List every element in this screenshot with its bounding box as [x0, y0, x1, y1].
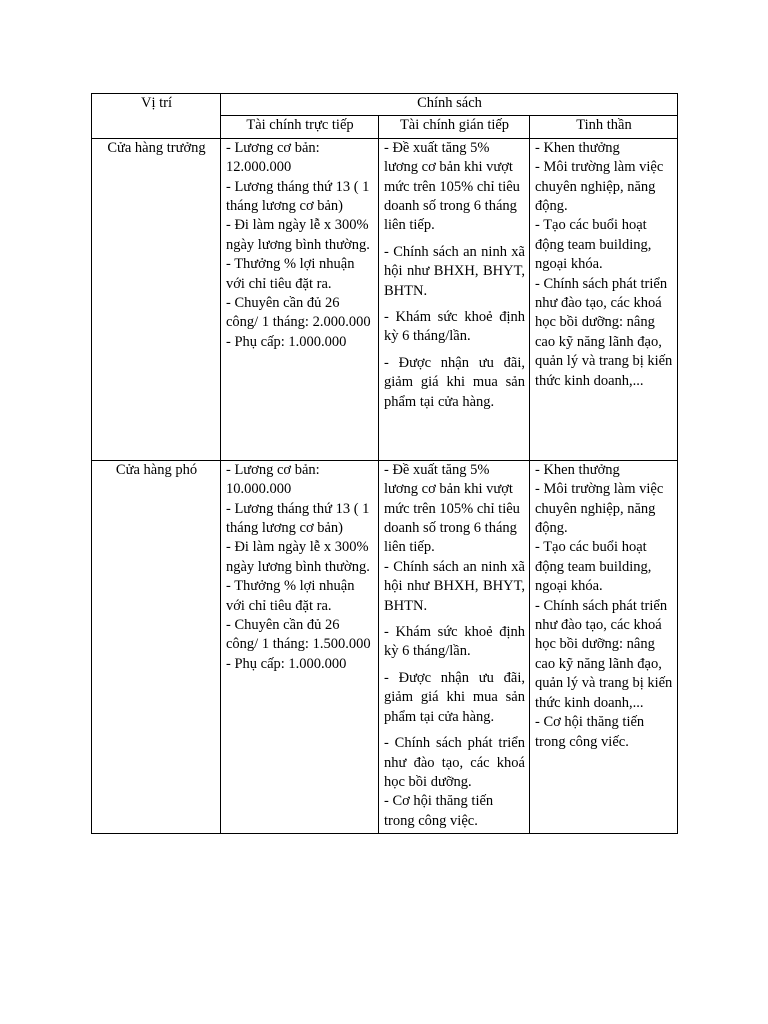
list-item: - Đề xuất tăng 5% lương cơ bản khi vượt mức trên 105% chỉ tiêu doanh số trong 6 tháng liên tiếp.: [384, 461, 520, 556]
list-item: - Đi làm ngày lễ x 300% ngày lương bình thường.: [226, 217, 370, 253]
list-item: - Khen thưởng: [535, 461, 620, 478]
list-item: - Đi làm ngày lễ x 300% ngày lương bình thường.: [226, 539, 370, 575]
document-page: [91, 93, 677, 834]
indirect-cell: [379, 138, 530, 460]
list-item: - Lương tháng thứ 13 ( 1 tháng lương cơ bản): [226, 500, 370, 537]
list-item: - Khen thưởng: [535, 139, 620, 156]
header-spirit: Tinh thần: [530, 116, 678, 138]
list-item: - Lương tháng thứ 13 ( 1 tháng lương cơ bản): [226, 178, 370, 215]
list-item: - Môi trường làm việc chuyên nghiệp, năng động.: [535, 481, 664, 537]
list-item: - Chính sách an ninh xã hội như BHXH, BHYT, BHTN.: [384, 558, 525, 614]
list-item: - Được nhận ưu đãi, giảm giá khi mua sản phẩm tại cửa hàng.: [384, 669, 525, 725]
spirit-cell: [530, 460, 678, 833]
header-position: Vị trí: [92, 94, 221, 139]
list-item: - Thưởng % lợi nhuận với chỉ tiêu đặt ra.: [226, 256, 355, 292]
list-item: - Môi trường làm việc chuyên nghiệp, năng động.: [535, 159, 664, 215]
list-item: - Phụ cấp: 1.000.000: [226, 655, 347, 672]
table-row: [92, 138, 678, 460]
policy-table: [91, 93, 678, 834]
list-item: - Chuyên cần đủ 26 công/ 1 tháng: 2.000.000: [226, 295, 371, 331]
list-item: - Khám sức khoẻ định kỳ 6 tháng/lần.: [384, 624, 525, 660]
list-item: - Tạo các buổi hoạt động team building, ngoại khóa.: [535, 539, 652, 595]
list-item: - Cơ hội thăng tiến trong công việc.: [384, 793, 494, 829]
list-item: - Phụ cấp: 1.000.000: [226, 333, 347, 350]
direct-cell: [221, 460, 379, 833]
list-item: - Chính sách phát triển như đào tạo, các khoá học bồi dưỡng: nâng cao kỹ năng lãnh đạo, quản lý và trang bị kiến thức kinh doanh,...: [535, 597, 673, 711]
list-item: - Cơ hội thăng tiến trong công viếc.: [535, 714, 645, 750]
table-row: [92, 460, 678, 833]
list-item: - Lương cơ bản: 12.000.000: [226, 139, 320, 176]
list-item: - Chuyên cần đủ 26 công/ 1 tháng: 1.500.000: [226, 617, 371, 653]
list-item: - Thưởng % lợi nhuận với chỉ tiêu đặt ra.: [226, 578, 355, 614]
list-item: - Khám sức khoẻ định kỳ 6 tháng/lần.: [384, 309, 525, 345]
list-item: - Được nhận ưu đãi, giảm giá khi mua sản phẩm tại cửa hàng.: [384, 354, 525, 410]
header-indirect: Tài chính gián tiếp: [379, 116, 530, 138]
header-direct: Tài chính trực tiếp: [221, 116, 379, 138]
spirit-cell: [530, 138, 678, 460]
header-policy: Chính sách: [221, 94, 678, 116]
list-item: - Chính sách an ninh xã hội như BHXH, BHYT, BHTN.: [384, 243, 525, 299]
header-row-1: [92, 94, 678, 116]
list-item: - Lương cơ bản: 10.000.000: [226, 461, 320, 498]
indirect-cell: [379, 460, 530, 833]
direct-cell: [221, 138, 379, 460]
list-item: - Tạo các buổi hoạt động team building, ngoại khóa.: [535, 217, 652, 273]
list-item: - Đề xuất tăng 5% lương cơ bản khi vượt mức trên 105% chỉ tiêu doanh số trong 6 tháng liên tiếp.: [384, 139, 520, 234]
list-item: - Chính sách phát triển như đào tạo, các khoá học bồi dưỡng: nâng cao kỹ năng lãnh đạo, quản lý và trang bị kiến thức kinh doanh,...: [535, 275, 673, 389]
position-cell: Cửa hàng phó: [92, 460, 221, 833]
list-item: - Chính sách phát triển như đào tạo, các khoá học bồi dưỡng.: [384, 735, 525, 790]
position-cell: Cửa hàng trưởng: [92, 138, 221, 460]
